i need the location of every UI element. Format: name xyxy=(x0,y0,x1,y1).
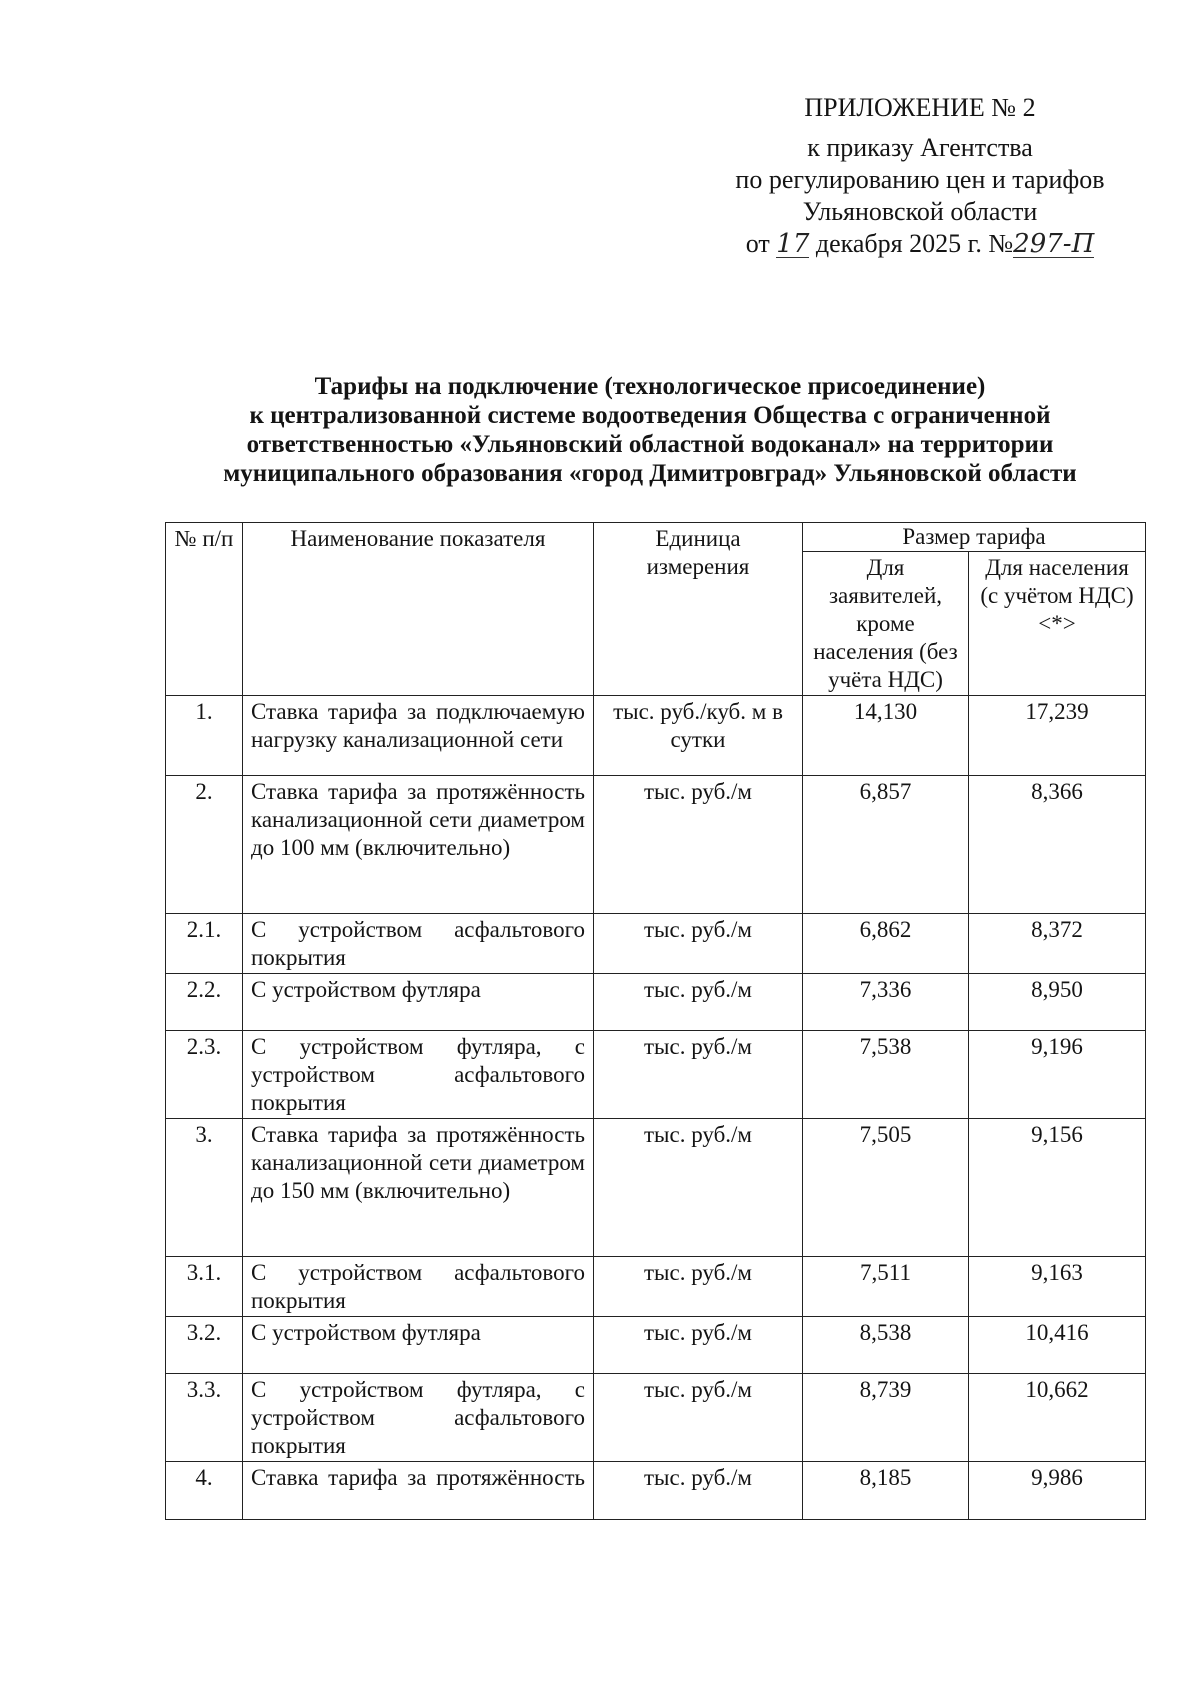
row-indicator-name: С устройством футляра xyxy=(243,974,594,1031)
appendix-line-2: по регулированию цен и тарифов xyxy=(735,165,1105,194)
row-unit: тыс. руб./м xyxy=(594,1374,803,1462)
row-number: 1. xyxy=(166,696,243,776)
row-number: 2. xyxy=(166,776,243,914)
row-indicator-name: С устройством асфальтового покрытия xyxy=(243,914,594,974)
row-unit: тыс. руб./куб. м в сутки xyxy=(594,696,803,776)
row-value-applicants: 8,739 xyxy=(803,1374,969,1462)
row-value-applicants: 7,538 xyxy=(803,1031,969,1119)
header-num: № п/п xyxy=(166,523,243,696)
title-line-2: к централизованной системе водоотведения Общества с ограниченной xyxy=(249,402,1051,429)
row-indicator-name: Ставка тарифа за протяжённость xyxy=(243,1462,594,1520)
header-population: Для населения (с учётом НДС) <*> xyxy=(969,552,1146,696)
row-value-population: 9,156 xyxy=(969,1119,1146,1257)
table-row xyxy=(166,776,1146,914)
header-applicants: Для заявителей, кроме населения (без учёта НДС) xyxy=(803,552,969,696)
title-line-3: ответственностью «Ульяновский областной водоканал» на территории xyxy=(246,431,1054,458)
row-number: 3.2. xyxy=(166,1317,243,1374)
appendix-line-1: к приказу Агентства xyxy=(807,133,1033,162)
row-unit: тыс. руб./м xyxy=(594,1257,803,1317)
appendix-block xyxy=(700,92,1140,260)
row-value-applicants: 7,511 xyxy=(803,1257,969,1317)
row-unit: тыс. руб./м xyxy=(594,914,803,974)
table-row xyxy=(166,1462,1146,1520)
header-tariff-size: Размер тарифа xyxy=(803,523,1146,552)
row-value-applicants: 7,336 xyxy=(803,974,969,1031)
table-row xyxy=(166,696,1146,776)
table-row xyxy=(166,1317,1146,1374)
title-line-1: Тарифы на подключение (технологическое присоединение) xyxy=(314,373,986,400)
header-name: Наименование показателя xyxy=(243,523,594,696)
row-value-population: 10,416 xyxy=(969,1317,1146,1374)
title-line-4: муниципального образования «город Димитровград» Ульяновской области xyxy=(223,460,1077,487)
row-number: 3.1. xyxy=(166,1257,243,1317)
row-value-population: 8,950 xyxy=(969,974,1146,1031)
row-indicator-name: Ставка тарифа за протяжённость канализационной сети диаметром до 100 мм (включительно) xyxy=(243,776,594,914)
table-row xyxy=(166,914,1146,974)
table-row xyxy=(166,1257,1146,1317)
table-row xyxy=(166,1119,1146,1257)
row-value-population: 9,986 xyxy=(969,1462,1146,1520)
row-value-applicants: 6,857 xyxy=(803,776,969,914)
date-prefix: от xyxy=(745,229,770,258)
row-number: 3.3. xyxy=(166,1374,243,1462)
row-value-population: 8,366 xyxy=(969,776,1146,914)
row-value-applicants: 8,185 xyxy=(803,1462,969,1520)
appendix-heading: ПРИЛОЖЕНИЕ № 2 xyxy=(804,93,1036,122)
row-value-population: 8,372 xyxy=(969,914,1146,974)
order-number-handwritten: 297-П xyxy=(1013,229,1095,259)
order-date-line xyxy=(700,228,1140,260)
row-indicator-name: Ставка тарифа за подключаемую нагрузку канализационной сети xyxy=(243,696,594,776)
row-unit: тыс. руб./м xyxy=(594,1031,803,1119)
row-number: 4. xyxy=(166,1462,243,1520)
row-value-population: 9,196 xyxy=(969,1031,1146,1119)
row-value-population: 17,239 xyxy=(969,696,1146,776)
row-unit: тыс. руб./м xyxy=(594,1119,803,1257)
row-value-population: 9,163 xyxy=(969,1257,1146,1317)
table-row xyxy=(166,974,1146,1031)
row-value-applicants: 7,505 xyxy=(803,1119,969,1257)
row-number: 3. xyxy=(166,1119,243,1257)
row-unit: тыс. руб./м xyxy=(594,776,803,914)
row-indicator-name: С устройством футляра, с устройством асфальтового покрытия xyxy=(243,1031,594,1119)
tariff-table xyxy=(165,522,1146,1520)
document-title xyxy=(150,372,1150,488)
row-indicator-name: С устройством футляра, с устройством асфальтового покрытия xyxy=(243,1374,594,1462)
row-value-applicants: 6,862 xyxy=(803,914,969,974)
row-value-applicants: 14,130 xyxy=(803,696,969,776)
row-indicator-name: С устройством асфальтового покрытия xyxy=(243,1257,594,1317)
row-indicator-name: Ставка тарифа за протяжённость канализационной сети диаметром до 150 мм (включительно) xyxy=(243,1119,594,1257)
row-number: 2.2. xyxy=(166,974,243,1031)
row-number: 2.3. xyxy=(166,1031,243,1119)
row-unit: тыс. руб./м xyxy=(594,1462,803,1520)
header-unit: Единица измерения xyxy=(594,523,803,696)
date-rest: декабря 2025 г. № xyxy=(815,229,1014,258)
date-day-handwritten: 17 xyxy=(776,229,810,259)
row-number: 2.1. xyxy=(166,914,243,974)
row-value-applicants: 8,538 xyxy=(803,1317,969,1374)
row-indicator-name: С устройством футляра xyxy=(243,1317,594,1374)
row-value-population: 10,662 xyxy=(969,1374,1146,1462)
table-row xyxy=(166,1031,1146,1119)
appendix-line-3: Ульяновской области xyxy=(802,197,1038,226)
table-row xyxy=(166,1374,1146,1462)
row-unit: тыс. руб./м xyxy=(594,974,803,1031)
row-unit: тыс. руб./м xyxy=(594,1317,803,1374)
